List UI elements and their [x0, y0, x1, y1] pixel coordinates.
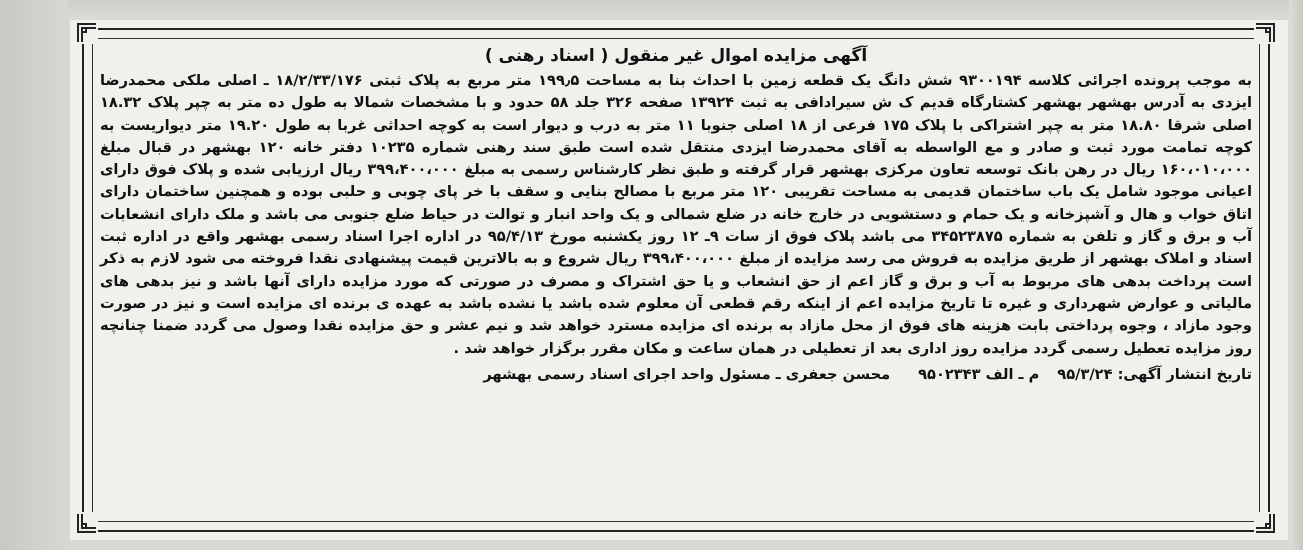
- corner-ornament-icon: [1254, 22, 1276, 44]
- signer-name: محسن جعفری ـ مسئول واحد اجرای اسناد رسمی بهشهر: [483, 365, 891, 383]
- corner-ornament-icon: [1254, 512, 1276, 534]
- adjacent-page-strip: [0, 0, 1303, 22]
- reference-code: م ـ الف ۹۵۰۲۳۴۳: [918, 365, 1040, 383]
- scan-left-margin: [0, 0, 68, 550]
- publish-date: تاریخ انتشار آگهی: ۹۵/۳/۲۴: [1057, 365, 1252, 383]
- footer-row: [100, 364, 1252, 386]
- notice-title: آگهی مزایده اموال غیر منقول ( اسناد رهنی ): [484, 46, 868, 66]
- corner-ornament-icon: [76, 22, 98, 44]
- notice-content: [100, 44, 1252, 514]
- scan-right-margin: [1289, 0, 1303, 550]
- notice-footer: [100, 364, 1252, 386]
- corner-ornament-icon: [76, 512, 98, 534]
- notice-body: به موجب پرونده اجرائی کلاسه ۹۳۰۰۱۹۴ شش دانگ یک قطعه زمین با احداث بنا به مساحت ۱۹۹٫۵ متر مربع به پلاک ثبتی ۱۸/۲/۳۳/۱۷۶ ـ اصلی ملکی محمدرضا ایزدی به آدرس بهشهر بهشهر کشتارگاه قدیم ک ش سیرادافی به ثبت ۱۳۹۲۴ صفحه ۳۲۶ جلد ۵۸ حدود و با مشخصات شمالا به طول ده متر به چپر پلاک ۱۸.۳۲ اصلی شرقا ۱۸.۸۰ متر به چپر اشتراکی با پلاک ۱۷۵ فرعی از ۱۸ اصلی جنوبا ۱۱ متر به درب و دیوار است به کوچه احداثی غربا به طول ۱۹.۲۰ متر دیواریست به کوچه تمامت مورد ثبت و صادر و مع الواسطه به آقای محمدرضا ایزدی منتقل شده است طبق سند رهنی شماره ۱۰۲۳۵ دفتر خانه ۱۲۰ بهشهر در قبال مبلغ ۱۶۰،۰۱۰،۰۰۰ ریال در رهن بانک توسعه تعاون مرکزی بهشهر قرار گرفته و طبق نظر کارشناس رسمی به مبلغ ۳۹۹،۴۰۰،۰۰۰ ریال ارزیابی شده و پلاک فوق دارای اعیانی موجود شامل یک باب ساختمان قدیمی به مساحت تقریبی ۱۲۰ متر مربع با مصالح بنایی و سقف با خر پای چوبی و حلبی بوده و همچنین ساختمان دارای اتاق خواب و هال و آشپزخانه و یک حمام و دستشویی در خارج خانه در ضلع شمالی و یک واحد انبار و توالت در حیاط ضلع جنوبی می باشد و ملک دارای انشعابات آب و برق و گاز و تلفن به شماره ۳۴۵۲۳۸۷۵ می باشد پلاک فوق از سات ۹ـ ۱۲ روز یکشنبه مورخ ۹۵/۴/۱۳ در اداره اجرا اسناد رسمی بهشهر واقع در اداره ثبت اسناد و املاک بهشهر از طریق مزایده به فروش می رسد مزایده از مبلغ ۳۹۹،۴۰۰،۰۰۰ ریال شروع و به بالاترین قیمت پیشنهادی نقدا فروخته می شود لازم به ذکر است پرداخت بدهی های مربوط به آب و برق و گاز اعم از حق انشعاب و یا حق اشتراک و مصرف در صورتی که مورد مزایده دارای آنها باشد و نیز بدهی های مالیاتی و عوارض شهرداری و غیره تا تاریخ مزایده اعم از اینکه رقم قطعی آن معلوم شده باشد یا نشده باشد به عهده ی برنده ای مزایده است و نیز در صورت وجود مازاد ، وجوه پرداختی بابت هزینه های فوق از محل مازاد به برنده ای مزایده مسترد خواهد شد و نیم عشر و حق مزایده نقدا وصول می گردد ضمنا چنانچه روز مزایده تعطیل رسمی گردد مزایده روز اداری بعد از تعطیلی در همان ساعت و مکان مقرر برگزار خواهد شد .: [100, 72, 1253, 357]
